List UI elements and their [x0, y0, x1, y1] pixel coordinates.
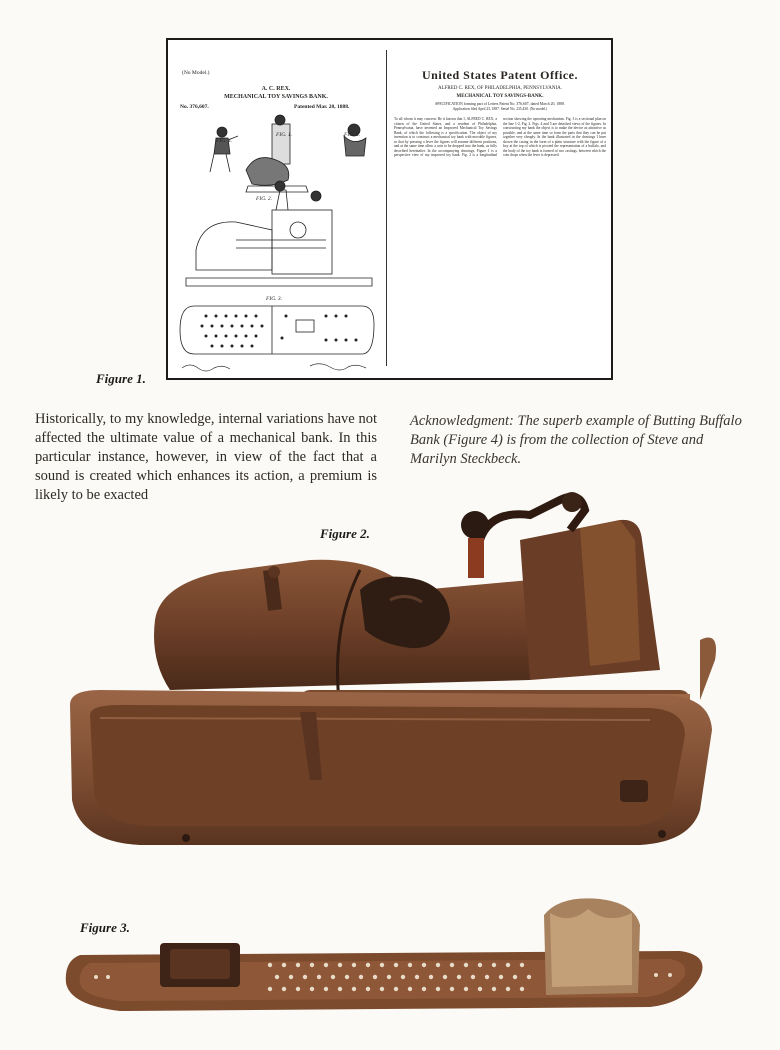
patent-drawing-title: MECHANICAL TOY SAVINGS BANK.	[224, 94, 328, 100]
acknowledgment-text: Acknowledgment: The superb example of Butting Buffalo Bank (Figure 4) is from the collection of Steve and Marilyn Steckbeck.	[410, 413, 742, 467]
patent-office-heading: United States Patent Office.	[422, 68, 578, 82]
patent-column-divider	[386, 50, 387, 366]
patent-application-line: Application filed April 23, 1887. Serial No. 235,430. (No model.)	[452, 107, 548, 111]
patent-number: No. 376,607.	[180, 104, 209, 110]
patent-body-text: To all whom it may concern: Be it known that I, ALFRED C. REX, a citizen of the United States, and a resident of Philadelphia, Pennsylvania, have invented an Improved Mechanical Toy Savings Bank, of which the following is a specification. The object of my invention is to construct a mechanical toy bank with movable figures, so that by pressing a lever the figures will assume different positions, and at the same time allow a coin to be dropped into the bank, as fully described hereinafter. In the accompanying drawings, Figure 1 is a perspective view of my improved toy bank. Fig. 2 is a longitudinal section showing the operating mechanism. Fig. 3 is a sectional plan on the line 1-2, Fig. 2. Figs. 4 and 5 are detached views of the figures. In constructing my bank the object is to make the device as attractive as possible, and at the same time so form the parts that they can be put together very cheaply. In the bank illustrated in the drawings I have shown the casing in the form of a plain structure with the figure of a boy at the top of which is pivoted the representation of a buffalo, and the body of the toy bank is formed of two castings, between which the coin drops when the lever is depressed.	[394, 117, 606, 157]
body-paragraph: Historically, to my knowledge, internal variations have not affected the ultimate value of a mechanical bank. In this particular instance, however, in view of the fact that a sound is created which enhances its action, a premium is likely to be exacted	[35, 411, 377, 503]
patent-fig3-plan	[180, 306, 374, 354]
patent-drawing-inventor: A. C. REX.	[261, 86, 291, 92]
patent-fig3-holes	[201, 315, 358, 348]
patent-date: Patented Mar. 20, 1888.	[294, 104, 350, 110]
figure-2-caption: Figure 2.	[320, 526, 370, 541]
patent-fig-label: FIG. 4.	[216, 138, 233, 144]
patent-spec-line: SPECIFICATION forming part of Letters Patent No. 376,607, dated March 20, 1888.	[435, 102, 565, 106]
patent-document	[166, 38, 613, 380]
patent-fig-label: FIG. 2.	[256, 196, 273, 202]
patent-specification	[394, 48, 606, 368]
figure-3-photo	[60, 885, 720, 1025]
figure-3-caption: Figure 3.	[80, 920, 130, 935]
patent-fig1-bank	[246, 115, 308, 192]
patent-fig4-boy	[210, 127, 238, 172]
patent-drawing-figures	[176, 110, 376, 372]
figure-2-photo	[60, 480, 720, 865]
patent-model-note: (No Model.)	[182, 70, 210, 76]
patent-signatures	[180, 360, 370, 374]
patent-fig2-section	[186, 181, 372, 286]
patent-fig-label: FIG. 1.	[276, 132, 293, 138]
figure-1-caption: Figure 1.	[96, 371, 146, 386]
patent-fig-label: FIG. 5.	[344, 132, 361, 138]
patent-inventor-line: ALFRED C. REX, OF PHILADELPHIA, PENNSYLVANIA.	[437, 86, 563, 91]
patent-fig-label: FIG. 3.	[266, 296, 283, 302]
patent-drawing-sheet	[176, 48, 376, 368]
patent-fig5-figure	[344, 124, 366, 156]
patent-spec-title: MECHANICAL TOY SAVINGS-BANK.	[456, 94, 544, 99]
